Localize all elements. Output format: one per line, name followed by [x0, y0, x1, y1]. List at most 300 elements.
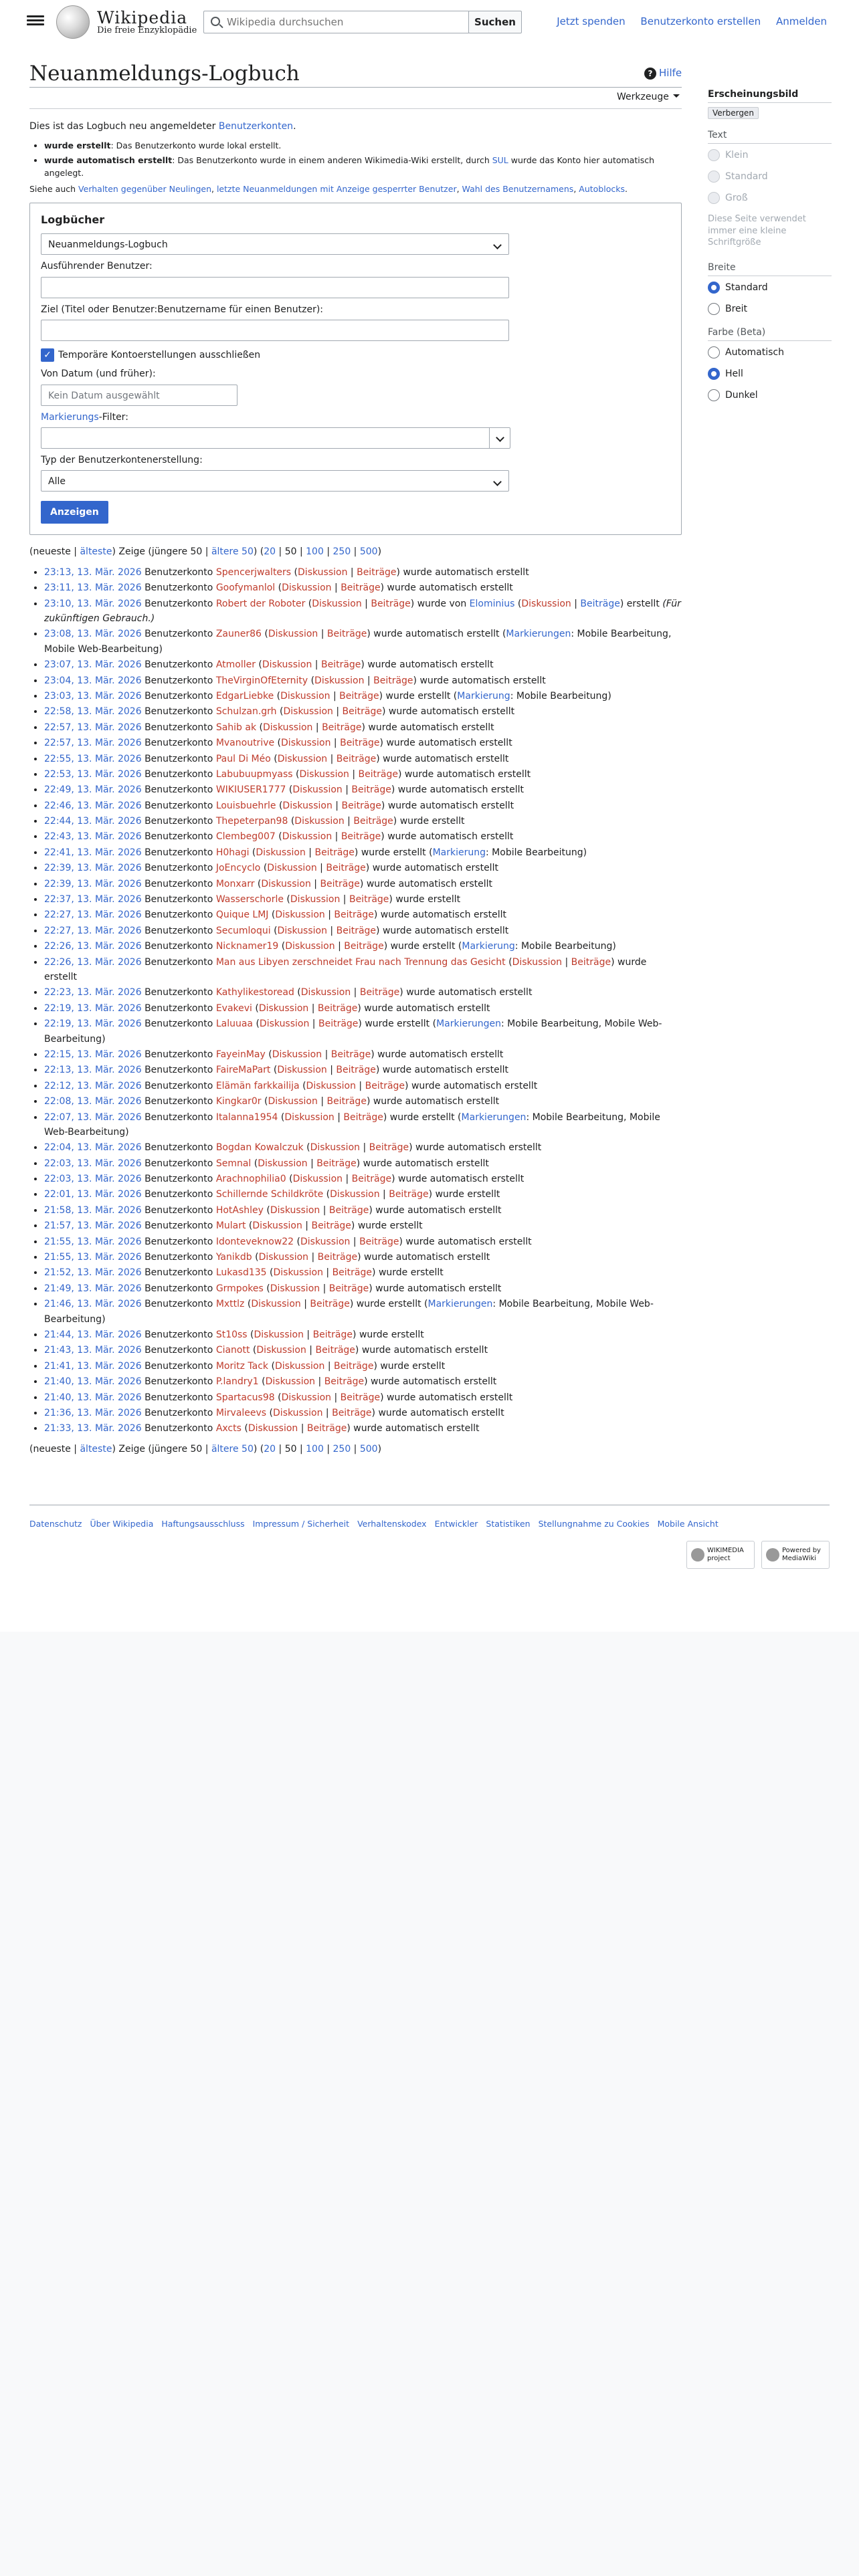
user-contribs-link[interactable]: Beiträge	[357, 566, 397, 578]
user-talk-link[interactable]: Diskussion	[265, 1376, 316, 1388]
limit-link[interactable]: 500	[359, 1443, 378, 1455]
entry-timestamp-link[interactable]: 23:04, 13. Mär. 2026	[44, 675, 142, 686]
title-divider	[29, 87, 682, 88]
width-heading: Breite	[708, 262, 832, 276]
exclude-temp-row[interactable]	[41, 348, 670, 362]
footer-link[interactable]: Mobile Ansicht	[657, 1519, 719, 1529]
user-talk-link[interactable]: Diskussion	[282, 800, 332, 811]
entry-timestamp-link[interactable]: 22:44, 13. Mär. 2026	[44, 816, 142, 827]
user-talk-link[interactable]: Diskussion	[292, 1174, 343, 1185]
user-link[interactable]: Kingkar0r	[215, 1096, 262, 1107]
entry-timestamp-link[interactable]: 21:43, 13. Mär. 2026	[44, 1345, 142, 1356]
user-contribs-link[interactable]: Beiträge	[339, 690, 379, 702]
limit-link[interactable]: 500	[359, 546, 378, 558]
user-link[interactable]: Axcts	[215, 1423, 242, 1434]
user-link[interactable]: Spartacus98	[215, 1392, 275, 1403]
user-contribs-link[interactable]: Beiträge	[343, 1111, 383, 1123]
see-also-link[interactable]: Autoblocks	[579, 183, 625, 194]
tag-filter-link[interactable]: Markierungs	[41, 411, 99, 423]
creator-talk-link[interactable]: Diskussion	[521, 598, 571, 609]
user-contribs-link[interactable]: Beiträge	[341, 831, 381, 843]
user-link[interactable]: Evakevi	[215, 1002, 252, 1014]
user-talk-link[interactable]: Diskussion	[280, 690, 330, 702]
entry-timestamp-link[interactable]: 22:19, 13. Mär. 2026	[44, 1002, 142, 1014]
user-talk-link[interactable]: Diskussion	[273, 1407, 323, 1418]
user-talk-link[interactable]: Diskussion	[294, 816, 345, 827]
user-talk-link[interactable]: Diskussion	[306, 1080, 356, 1091]
entry-timestamp-link[interactable]: 22:15, 13. Mär. 2026	[44, 1049, 142, 1060]
user-link[interactable]: P.landry1	[215, 1376, 259, 1388]
user-talk-link[interactable]: Diskussion	[281, 738, 331, 749]
entry-timestamp-link[interactable]: 21:57, 13. Mär. 2026	[44, 1220, 142, 1232]
user-link[interactable]: Kathylikestoread	[215, 987, 294, 998]
entry-timestamp-link[interactable]: 22:57, 13. Mär. 2026	[44, 738, 142, 749]
user-talk-link[interactable]: Diskussion	[258, 1002, 309, 1014]
user-contribs-link[interactable]: Beiträge	[571, 956, 611, 968]
user-link[interactable]: Mulart	[215, 1220, 246, 1232]
see-also-link[interactable]: Wahl des Benutzernamens	[462, 183, 574, 194]
user-link[interactable]: Grmpokes	[215, 1283, 264, 1294]
user-link[interactable]: Zauner86	[215, 629, 262, 640]
entry-timestamp-link[interactable]: 22:26, 13. Mär. 2026	[44, 956, 142, 968]
log-entry: • 23:03, 13. Mär. 2026 Benutzerkonto EdgarLiebke (Diskussion | Beiträge) wurde erstellt (Markierung: Mobile Bearbeitung)	[44, 689, 682, 704]
entry-timestamp-link[interactable]: 22:39, 13. Mär. 2026	[44, 863, 142, 874]
user-contribs-link[interactable]: Beiträge	[336, 925, 377, 936]
user-talk-link[interactable]: Diskussion	[273, 1267, 323, 1279]
user-link[interactable]: Schillernde Schildkröte	[215, 1189, 324, 1200]
user-contribs-link[interactable]: Beiträge	[336, 753, 377, 764]
user-contribs-link[interactable]: Beiträge	[373, 675, 413, 686]
older-link[interactable]: ältere 50	[211, 1443, 254, 1455]
target-input[interactable]	[41, 320, 509, 341]
user-contribs-link[interactable]: Beiträge	[340, 738, 380, 749]
user-talk-link[interactable]: Diskussion	[285, 941, 335, 952]
user-talk-link[interactable]: Diskussion	[258, 1158, 308, 1169]
user-contribs-link[interactable]: Beiträge	[365, 1080, 405, 1091]
log-entry: • 21:55, 13. Mär. 2026 Benutzerkonto Idonteveknow22 (Diskussion | Beiträge) wurde automatisch erstellt	[44, 1235, 682, 1249]
user-talk-link[interactable]: Diskussion	[256, 1345, 306, 1356]
user-link[interactable]: JoEncyclo	[215, 863, 261, 874]
submit-button[interactable]: Anzeigen	[41, 501, 108, 524]
user-contribs-link[interactable]: Beiträge	[353, 816, 393, 827]
user-link[interactable]: Robert der Roboter	[215, 598, 306, 609]
log-list	[44, 565, 682, 1436]
entry-timestamp-link[interactable]: 22:04, 13. Mär. 2026	[44, 1142, 142, 1154]
user-talk-link[interactable]: Diskussion	[299, 768, 349, 780]
entry-timestamp-link[interactable]: 22:07, 13. Mär. 2026	[44, 1111, 142, 1123]
radio-icon[interactable]	[708, 303, 720, 315]
footer-link[interactable]: Haftungsausschluss	[161, 1519, 245, 1529]
entry-timestamp-link[interactable]: 22:26, 13. Mär. 2026	[44, 941, 142, 952]
tools-dropdown[interactable]: Werkzeuge	[617, 92, 680, 102]
user-contribs-link[interactable]: Beiträge	[369, 1142, 409, 1154]
user-link[interactable]: EdgarLiebke	[215, 690, 274, 702]
user-talk-link[interactable]: Diskussion	[314, 675, 365, 686]
user-contribs-link[interactable]: Beiträge	[351, 1174, 392, 1185]
user-link[interactable]: Bogdan Kowalczuk	[215, 1142, 304, 1154]
appearance-sidebar	[708, 89, 832, 411]
user-contribs-link[interactable]: Beiträge	[330, 1049, 371, 1060]
entry-timestamp-link[interactable]: 22:03, 13. Mär. 2026	[44, 1158, 142, 1169]
limit-link[interactable]: 100	[306, 546, 324, 558]
user-contribs-link[interactable]: Beiträge	[344, 941, 384, 952]
entry-timestamp-link[interactable]: 22:57, 13. Mär. 2026	[44, 722, 142, 733]
log-entry: • 22:55, 13. Mär. 2026 Benutzerkonto Paul Di Méo (Diskussion | Beiträge) wurde automatisch erstellt	[44, 752, 682, 766]
user-link[interactable]: Laluuaa	[215, 1018, 253, 1030]
entry-timestamp-link[interactable]: 22:49, 13. Mär. 2026	[44, 784, 142, 796]
entry-timestamp-link[interactable]: 21:40, 13. Mär. 2026	[44, 1392, 142, 1403]
user-link[interactable]: TheVirginOfEternity	[215, 675, 308, 686]
user-link[interactable]: Moritz Tack	[215, 1360, 269, 1372]
user-contribs-link[interactable]: Beiträge	[341, 582, 381, 594]
radio-icon[interactable]	[708, 389, 720, 401]
user-link[interactable]: Schulzan.grh	[215, 706, 277, 718]
user-contribs-link[interactable]: Beiträge	[334, 1360, 374, 1372]
user-link[interactable]: Elämän farkkailija	[215, 1080, 300, 1091]
entry-timestamp-link[interactable]: 22:41, 13. Mär. 2026	[44, 847, 142, 858]
user-talk-link[interactable]: Diskussion	[268, 629, 318, 640]
wikipedia-globe-logo[interactable]	[56, 5, 90, 39]
entry-timestamp-link[interactable]: 23:08, 13. Mär. 2026	[44, 629, 142, 640]
user-talk-link[interactable]: Diskussion	[277, 1065, 327, 1076]
tags-link[interactable]: Markierungen	[436, 1018, 501, 1030]
footer-link[interactable]: Impressum / Sicherheit	[252, 1519, 350, 1529]
user-talk-link[interactable]: Diskussion	[310, 1142, 361, 1154]
user-link[interactable]: Thepeterpan98	[215, 816, 288, 827]
user-contribs-link[interactable]: Beiträge	[359, 987, 400, 998]
hide-appearance-button[interactable]: Verbergen	[708, 107, 759, 119]
see-also-link[interactable]: Verhalten gegenüber Neulingen	[78, 183, 211, 194]
user-talk-link[interactable]: Diskussion	[254, 1329, 304, 1340]
user-contribs-link[interactable]: Beiträge	[314, 847, 355, 858]
user-contribs-link[interactable]: Beiträge	[336, 1065, 376, 1076]
entry-timestamp-link[interactable]: 21:33, 13. Mär. 2026	[44, 1423, 142, 1434]
user-talk-link[interactable]: Diskussion	[275, 909, 325, 921]
entry-timestamp-link[interactable]: 22:08, 13. Mär. 2026	[44, 1096, 142, 1107]
limit-link[interactable]: 100	[306, 1443, 324, 1455]
log-entry: • 22:12, 13. Mär. 2026 Benutzerkonto Elämän farkkailija (Diskussion | Beiträge) wurde automatisch erstellt	[44, 1079, 682, 1093]
entry-timestamp-link[interactable]: 21:46, 13. Mär. 2026	[44, 1299, 142, 1310]
entry-timestamp-link[interactable]: 22:39, 13. Mär. 2026	[44, 878, 142, 889]
help-link[interactable]: ? Hilfe	[644, 67, 682, 80]
user-contribs-link[interactable]: Beiträge	[326, 863, 366, 874]
color-dark[interactable]: Dunkel	[708, 389, 832, 401]
user-contribs-link[interactable]: Beiträge	[324, 1376, 365, 1388]
user-contribs-link[interactable]: Beiträge	[389, 1189, 429, 1200]
user-link[interactable]: Idonteveknow22	[215, 1236, 294, 1247]
entry-timestamp-link[interactable]: 21:36, 13. Mär. 2026	[44, 1407, 142, 1418]
user-link[interactable]: Lukasd135	[215, 1267, 267, 1279]
entry-timestamp-link[interactable]: 22:43, 13. Mär. 2026	[44, 831, 142, 843]
user-link[interactable]: Semnal	[215, 1158, 252, 1169]
limit-link[interactable]: 250	[332, 1443, 351, 1455]
user-link[interactable]: HotAshley	[215, 1204, 264, 1216]
user-link[interactable]: Clembeg007	[215, 831, 276, 843]
user-contribs-link[interactable]: Beiträge	[371, 598, 411, 609]
user-talk-link[interactable]: Diskussion	[282, 831, 332, 843]
user-contribs-link[interactable]: Beiträge	[311, 1220, 351, 1232]
entry-timestamp-link[interactable]: 21:58, 13. Mär. 2026	[44, 1204, 142, 1216]
entry-timestamp-link[interactable]: 22:55, 13. Mär. 2026	[44, 753, 142, 764]
user-talk-link[interactable]: Diskussion	[272, 1049, 322, 1060]
color-light[interactable]: Hell	[708, 368, 832, 380]
limit-link[interactable]: 20	[264, 546, 276, 558]
user-contribs-link[interactable]: Beiträge	[334, 909, 374, 921]
footer-link[interactable]: Über Wikipedia	[90, 1519, 154, 1529]
user-talk-link[interactable]: Diskussion	[270, 1283, 320, 1294]
user-link[interactable]: Mvanoutrive	[215, 738, 275, 749]
user-talk-link[interactable]: Diskussion	[284, 1111, 335, 1123]
user-talk-link[interactable]: Diskussion	[261, 878, 311, 889]
user-talk-link[interactable]: Diskussion	[312, 598, 362, 609]
user-talk-link[interactable]: Diskussion	[259, 1018, 310, 1030]
entry-timestamp-link[interactable]: 22:27, 13. Mär. 2026	[44, 909, 142, 921]
limit-link[interactable]: 20	[264, 1443, 276, 1455]
entry-timestamp-link[interactable]: 22:58, 13. Mär. 2026	[44, 706, 142, 718]
user-contribs-link[interactable]: Beiträge	[332, 1267, 373, 1279]
user-link[interactable]: Mirvaleevs	[215, 1407, 267, 1418]
search-box	[203, 11, 470, 33]
entry-timestamp-link[interactable]: 23:07, 13. Mär. 2026	[44, 659, 142, 671]
log-entry: • 21:58, 13. Mär. 2026 Benutzerkonto HotAshley (Diskussion | Beiträge) wurde automatisch erstellt	[44, 1203, 682, 1218]
target-label: Ziel (Titel oder Benutzer:Benutzername für einen Benutzer):	[41, 304, 324, 315]
user-link[interactable]: Louisbuehrle	[215, 800, 276, 811]
tag-link[interactable]: Markierung	[462, 941, 515, 952]
exclude-temp-label: Temporäre Kontoerstellungen ausschließen	[58, 349, 261, 360]
user-contribs-link[interactable]: Beiträge	[315, 1345, 355, 1356]
entry-timestamp-link[interactable]: 21:40, 13. Mär. 2026	[44, 1376, 142, 1388]
user-link[interactable]: FayeinMay	[215, 1049, 266, 1060]
entry-timestamp-link[interactable]: 21:49, 13. Mär. 2026	[44, 1283, 142, 1294]
see-also-link[interactable]: letzte Neuanmeldungen mit Anzeige gesperrter Benutzer	[216, 183, 457, 194]
search-input[interactable]	[227, 14, 461, 30]
log-entry: • 22:46, 13. Mär. 2026 Benutzerkonto Louisbuehrle (Diskussion | Beiträge) wurde automatisch erstellt	[44, 798, 682, 813]
user-talk-link[interactable]: Diskussion	[292, 784, 343, 796]
user-contribs-link[interactable]: Beiträge	[342, 706, 382, 718]
donate-link[interactable]: Jetzt spenden	[557, 15, 626, 27]
user-link[interactable]: H0hagi	[215, 847, 250, 858]
sul-link[interactable]: SUL	[492, 154, 508, 165]
entry-timestamp-link[interactable]: 22:53, 13. Mär. 2026	[44, 768, 142, 780]
user-contribs-link[interactable]: Beiträge	[306, 1423, 347, 1434]
footer-link[interactable]: Datenschutz	[29, 1519, 82, 1529]
user-link[interactable]: Atmoller	[215, 659, 256, 671]
log-entry: • 22:15, 13. Mär. 2026 Benutzerkonto FayeinMay (Diskussion | Beiträge) wurde automatisch erstellt	[44, 1047, 682, 1062]
entry-timestamp-link[interactable]: 21:52, 13. Mär. 2026	[44, 1267, 142, 1279]
radio-icon[interactable]	[708, 282, 720, 294]
wikimedia-badge[interactable]: WIKIMEDIA project	[686, 1541, 755, 1569]
entry-timestamp-link[interactable]: 22:27, 13. Mär. 2026	[44, 925, 142, 936]
user-contribs-link[interactable]: Beiträge	[340, 1392, 381, 1403]
user-contribs-link[interactable]: Beiträge	[316, 1158, 357, 1169]
color-auto[interactable]: Automatisch	[708, 346, 832, 358]
log-entry: • 22:58, 13. Mär. 2026 Benutzerkonto Schulzan.grh (Diskussion | Beiträge) wurde automatisch erstellt	[44, 704, 682, 719]
wikipedia-wordmark[interactable]: Wikipedia	[97, 8, 188, 27]
pager-top: (neueste | älteste) Zeige (jüngere 50 | ältere 50) (20 | 50 | 100 | 250 | 500)	[29, 546, 382, 558]
tag-filter-input[interactable]	[41, 427, 489, 449]
intro-link[interactable]: Benutzerkonten	[218, 121, 294, 132]
user-link[interactable]: Paul Di Méo	[215, 753, 271, 764]
user-talk-link[interactable]: Diskussion	[252, 1220, 302, 1232]
form-legend: Logbücher	[41, 213, 105, 226]
user-talk-link[interactable]: Diskussion	[267, 863, 317, 874]
user-talk-link[interactable]: Diskussion	[300, 1236, 351, 1247]
user-talk-link[interactable]: Diskussion	[330, 1189, 380, 1200]
user-link[interactable]: Man aus Libyen zerschneidet Frau nach Trennung das Gesicht	[215, 956, 506, 968]
user-talk-link[interactable]: Diskussion	[277, 925, 327, 936]
oldest-link[interactable]: älteste	[80, 1443, 112, 1455]
radio-icon[interactable]	[708, 346, 720, 358]
entry-timestamp-link[interactable]: 23:10, 13. Mär. 2026	[44, 598, 142, 609]
user-talk-link[interactable]: Diskussion	[263, 722, 313, 733]
footer-link[interactable]: Verhaltenskodex	[357, 1519, 427, 1529]
entry-timestamp-link[interactable]: 22:46, 13. Mär. 2026	[44, 800, 142, 811]
user-link[interactable]: Wasserschorle	[215, 894, 284, 905]
user-talk-link[interactable]: Diskussion	[248, 1423, 298, 1434]
user-contribs-link[interactable]: Beiträge	[326, 629, 367, 640]
creator-link[interactable]: Elominius	[469, 598, 515, 609]
user-link[interactable]: Arachnophilia0	[215, 1174, 286, 1185]
user-contribs-link[interactable]: Beiträge	[359, 1236, 399, 1247]
user-talk-link[interactable]: Diskussion	[270, 1204, 320, 1216]
log-entry: • 22:19, 13. Mär. 2026 Benutzerkonto Laluuaa (Diskussion | Beiträge) wurde erstellt (Markierungen: Mobile Bearbeitung, Mobile Web-Bearbeitung)	[44, 1016, 682, 1047]
entry-timestamp-link[interactable]: 21:55, 13. Mär. 2026	[44, 1252, 142, 1263]
appearance-title: Erscheinungsbild	[708, 89, 832, 103]
user-talk-link[interactable]: Diskussion	[512, 956, 563, 968]
entry-timestamp-link[interactable]: 22:19, 13. Mär. 2026	[44, 1018, 142, 1030]
user-talk-link[interactable]: Diskussion	[281, 1392, 332, 1403]
log-entry: • 22:44, 13. Mär. 2026 Benutzerkonto Thepeterpan98 (Diskussion | Beiträge) wurde erstellt	[44, 814, 682, 829]
tags-link[interactable]: Markierungen	[461, 1111, 527, 1123]
user-contribs-link[interactable]: Beiträge	[318, 1018, 359, 1030]
radio-icon	[708, 149, 720, 161]
account-type-select[interactable]: Alle	[41, 470, 509, 492]
entry-timestamp-link[interactable]: 23:03, 13. Mär. 2026	[44, 690, 142, 702]
user-contribs-link[interactable]: Beiträge	[320, 878, 360, 889]
footer-link[interactable]: Statistiken	[486, 1519, 531, 1529]
user-link[interactable]: Quique LMJ	[215, 909, 269, 921]
user-talk-link[interactable]: Diskussion	[251, 1299, 301, 1310]
user-talk-link[interactable]: Diskussion	[268, 1096, 318, 1107]
entry-timestamp-link[interactable]: 22:12, 13. Mär. 2026	[44, 1080, 142, 1091]
footer-badges	[686, 1541, 830, 1569]
main-menu-icon[interactable]	[27, 13, 44, 28]
radio-icon[interactable]	[708, 368, 720, 380]
width-standard[interactable]: Standard	[708, 282, 832, 294]
search-button[interactable]: Suchen	[468, 11, 522, 33]
user-link[interactable]: Monxarr	[215, 878, 255, 889]
user-talk-link[interactable]: Diskussion	[300, 987, 351, 998]
user-contribs-link[interactable]: Beiträge	[320, 659, 361, 671]
user-talk-link[interactable]: Diskussion	[262, 659, 312, 671]
entry-timestamp-link[interactable]: 22:37, 13. Mär. 2026	[44, 894, 142, 905]
log-entry: • 23:07, 13. Mär. 2026 Benutzerkonto Atmoller (Diskussion | Beiträge) wurde automatisch erstellt	[44, 657, 682, 672]
user-talk-link[interactable]: Diskussion	[258, 1252, 309, 1263]
user-link[interactable]: Mxttlz	[215, 1299, 245, 1310]
entry-timestamp-link[interactable]: 23:11, 13. Mär. 2026	[44, 582, 142, 594]
user-link[interactable]: Italanna1954	[215, 1111, 278, 1123]
entry-timestamp-link[interactable]: 22:01, 13. Mär. 2026	[44, 1189, 142, 1200]
user-contribs-link[interactable]: Beiträge	[317, 1002, 358, 1014]
tag-link[interactable]: Markierung	[432, 847, 486, 858]
exclude-temp-checkbox[interactable]: ✓	[41, 348, 54, 362]
date-input[interactable]: Kein Datum ausgewählt	[41, 385, 237, 406]
entry-timestamp-link[interactable]: 21:41, 13. Mär. 2026	[44, 1360, 142, 1372]
user-contribs-link[interactable]: Beiträge	[332, 1407, 372, 1418]
tags-link[interactable]: Markierungen	[427, 1299, 493, 1310]
user-link[interactable]: Nicknamer19	[215, 941, 279, 952]
log-entry: • 22:57, 13. Mär. 2026 Benutzerkonto Sahib ak (Diskussion | Beiträge) wurde automatisch erstellt	[44, 720, 682, 735]
entry-timestamp-link[interactable]: 22:03, 13. Mär. 2026	[44, 1174, 142, 1185]
oldest-link[interactable]: älteste	[80, 546, 112, 558]
create-account-link[interactable]: Benutzerkonto erstellen	[640, 15, 761, 27]
user-talk-link[interactable]: Diskussion	[290, 894, 341, 905]
user-contribs-link[interactable]: Beiträge	[328, 1283, 369, 1294]
tags-link[interactable]: Markierungen	[506, 629, 571, 640]
user-link[interactable]: Secumloqui	[215, 925, 271, 936]
user-contribs-link[interactable]: Beiträge	[322, 722, 362, 733]
user-talk-link[interactable]: Diskussion	[274, 1360, 325, 1372]
user-contribs-link[interactable]: Beiträge	[310, 1299, 350, 1310]
performer-input[interactable]	[41, 277, 509, 298]
user-contribs-link[interactable]: Beiträge	[358, 768, 398, 780]
user-contribs-link[interactable]: Beiträge	[341, 800, 381, 811]
user-contribs-link[interactable]: Beiträge	[312, 1329, 353, 1340]
user-link[interactable]: Cianott	[215, 1345, 250, 1356]
entry-timestamp-link[interactable]: 22:13, 13. Mär. 2026	[44, 1065, 142, 1076]
user-link[interactable]: FaireMaPart	[215, 1065, 271, 1076]
entry-timestamp-link[interactable]: 21:44, 13. Mär. 2026	[44, 1329, 142, 1340]
user-link[interactable]: Labubuupmyass	[215, 768, 293, 780]
log-type-select[interactable]: Neuanmeldungs-Logbuch	[41, 233, 509, 255]
user-link[interactable]: Goofymanlol	[215, 582, 276, 594]
entry-timestamp-link[interactable]: 21:55, 13. Mär. 2026	[44, 1236, 142, 1247]
tag-filter-label: Markierungs-Filter:	[41, 411, 128, 423]
mediawiki-badge[interactable]: Powered by MediaWiki	[761, 1541, 830, 1569]
user-link[interactable]: Sahib ak	[215, 722, 257, 733]
user-contribs-link[interactable]: Beiträge	[317, 1252, 358, 1263]
user-talk-link[interactable]: Diskussion	[256, 847, 306, 858]
user-contribs-link[interactable]: Beiträge	[328, 1204, 369, 1216]
entry-timestamp-link[interactable]: 23:13, 13. Mär. 2026	[44, 566, 142, 578]
width-wide[interactable]: Breit	[708, 303, 832, 315]
user-talk-link[interactable]: Diskussion	[298, 566, 348, 578]
user-contribs-link[interactable]: Beiträge	[326, 1096, 367, 1107]
user-link[interactable]: Yanikdb	[215, 1252, 252, 1263]
older-link[interactable]: ältere 50	[211, 546, 254, 558]
log-entry: • 22:03, 13. Mär. 2026 Benutzerkonto Arachnophilia0 (Diskussion | Beiträge) wurde automatisch erstellt	[44, 1172, 682, 1186]
footer-link[interactable]: Stellungnahme zu Cookies	[538, 1519, 650, 1529]
limit-link[interactable]: 250	[332, 546, 351, 558]
user-contribs-link[interactable]: Beiträge	[349, 894, 389, 905]
user-link[interactable]: Spencerjwalters	[215, 566, 292, 578]
log-entry: • 22:23, 13. Mär. 2026 Benutzerkonto Kathylikestoread (Diskussion | Beiträge) wurde automatisch erstellt	[44, 985, 682, 1000]
entry-timestamp-link[interactable]: 22:23, 13. Mär. 2026	[44, 987, 142, 998]
user-contribs-link[interactable]: Beiträge	[351, 784, 391, 796]
creator-contribs-link[interactable]: Beiträge	[580, 598, 620, 609]
user-talk-link[interactable]: Diskussion	[277, 753, 328, 764]
user-talk-link[interactable]: Diskussion	[282, 582, 332, 594]
login-link[interactable]: Anmelden	[775, 15, 827, 27]
tag-link[interactable]: Markierung	[457, 690, 510, 702]
tag-filter-dropdown-button[interactable]	[489, 427, 510, 449]
user-talk-link[interactable]: Diskussion	[283, 706, 333, 718]
log-entry: • 22:26, 13. Mär. 2026 Benutzerkonto Nicknamer19 (Diskussion | Beiträge) wurde erstellt (Markierung: Mobile Bearbeitung)	[44, 939, 682, 954]
user-link[interactable]: St10ss	[215, 1329, 248, 1340]
footer-link[interactable]: Entwickler	[434, 1519, 478, 1529]
definition-item: • wurde erstellt: Das Benutzerkonto wurde lokal erstellt.	[44, 139, 682, 152]
user-link[interactable]: WIKIUSER1777	[215, 784, 286, 796]
